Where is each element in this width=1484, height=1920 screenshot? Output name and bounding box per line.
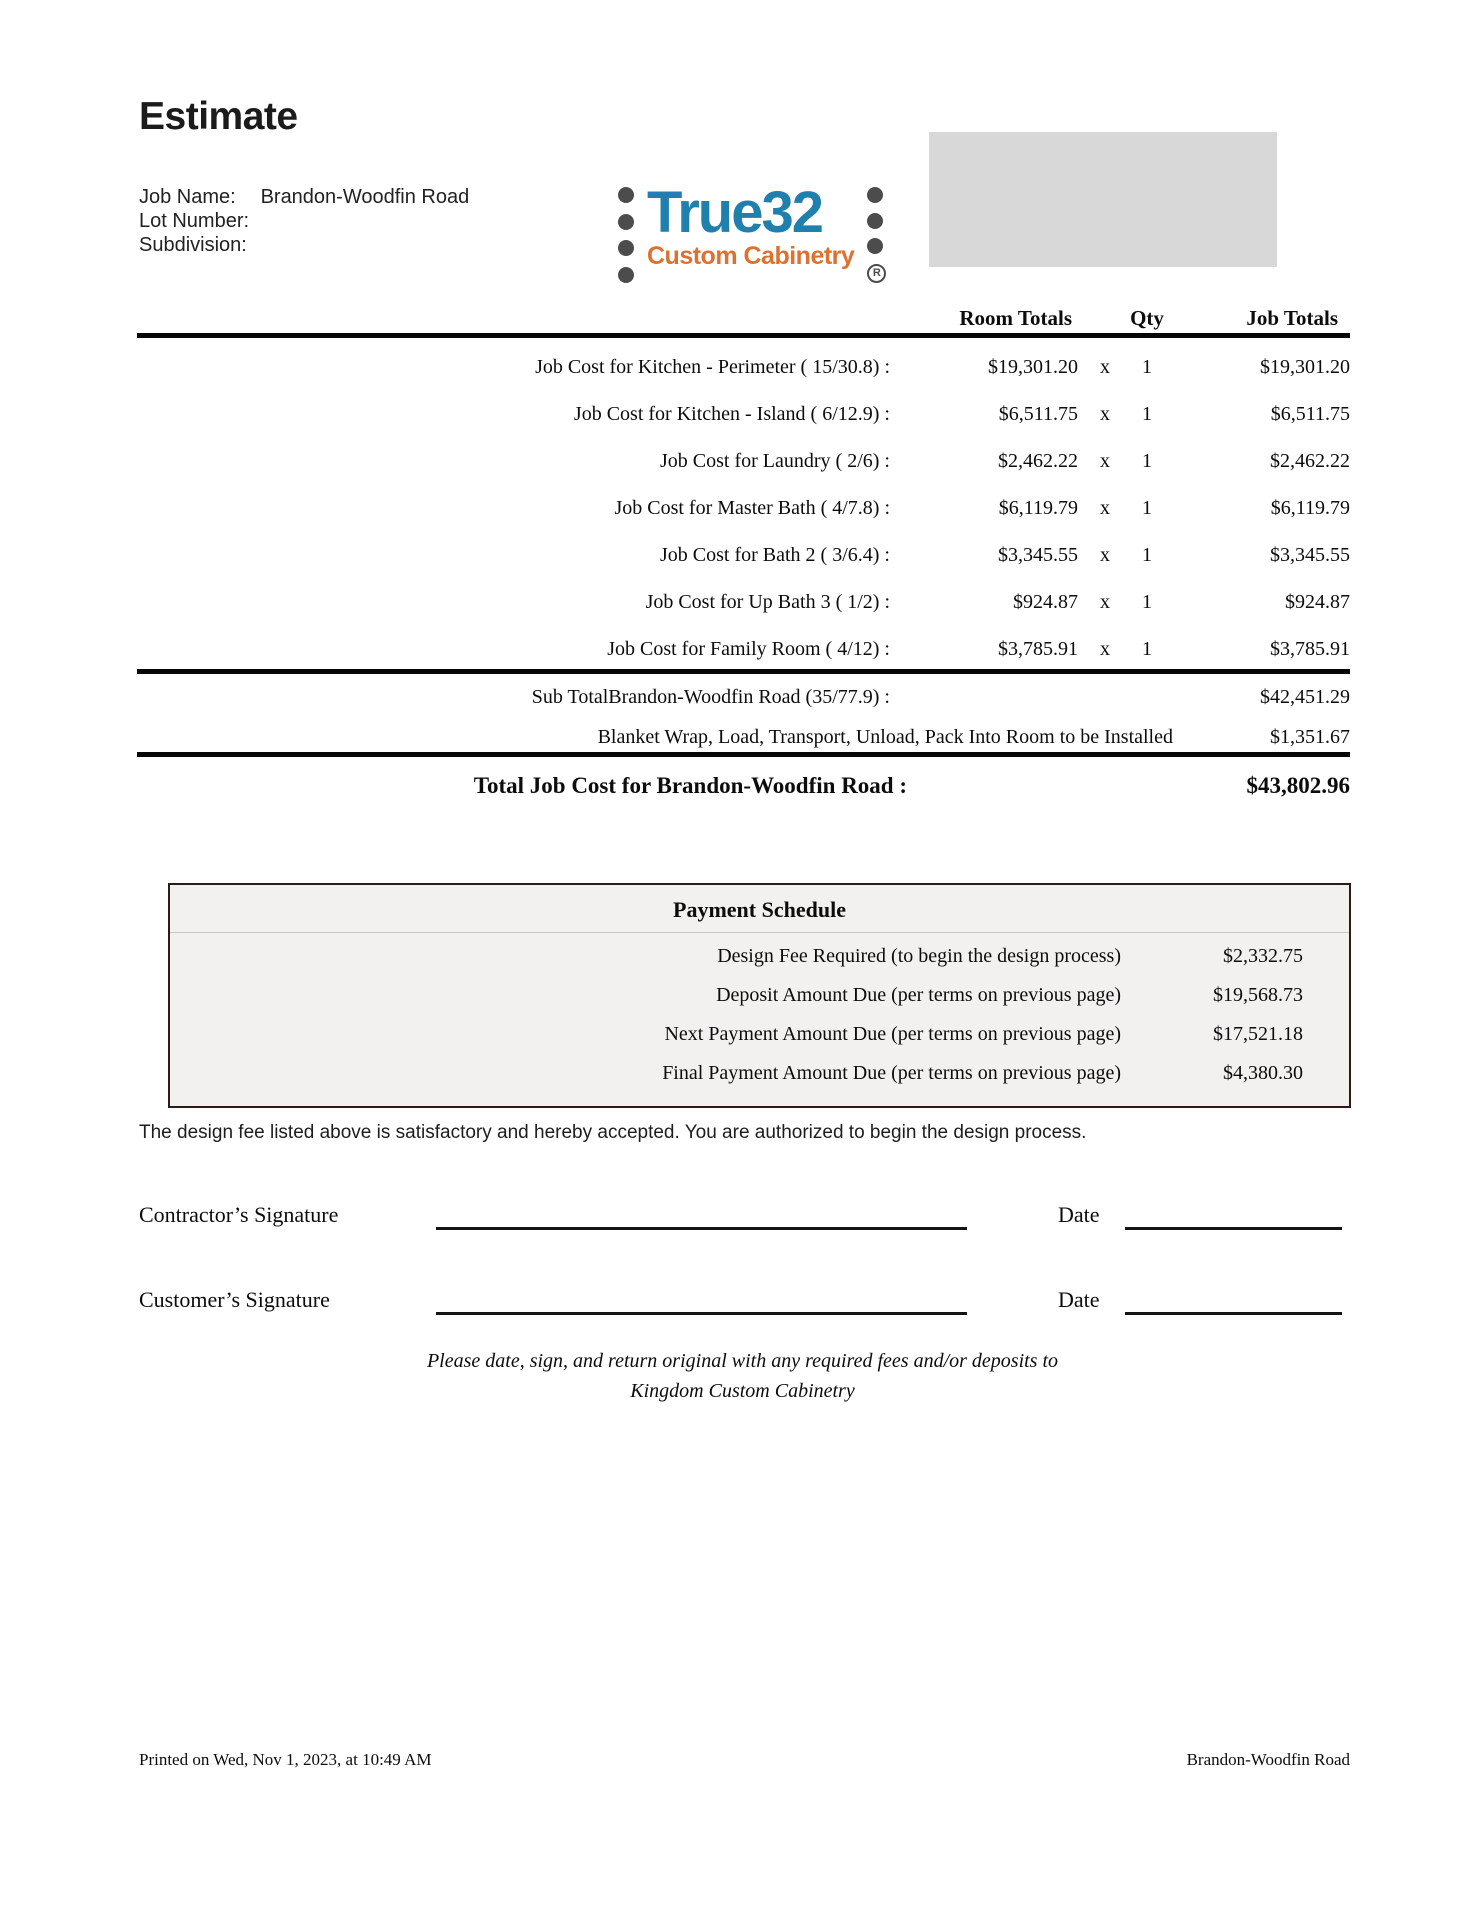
logo-right-dots <box>867 185 886 285</box>
payment-schedule-box <box>168 883 1351 1108</box>
lot-number-row <box>139 209 469 233</box>
dot-icon <box>618 240 634 256</box>
customer-date-line <box>1125 1312 1342 1315</box>
subtotal-amount: $42,451.29 <box>1260 686 1350 708</box>
row-qty: 1 <box>1142 356 1152 378</box>
dot-icon <box>867 187 883 203</box>
table-header-row <box>135 306 1350 332</box>
footer-job-name: Brandon-Woodfin Road <box>1186 1750 1350 1769</box>
grand-total-amount: $43,802.96 <box>1246 773 1350 798</box>
table-row <box>135 450 1350 476</box>
logo-left-dots <box>618 185 634 285</box>
row-room-total: $6,511.75 <box>998 403 1078 425</box>
row-label: Job Cost for Laundry ( 2/6) : <box>660 450 890 472</box>
job-name-label: Job Name: <box>139 186 236 208</box>
row-job-total: $3,785.91 <box>1270 638 1350 660</box>
dot-icon <box>618 187 634 203</box>
delivery-row <box>135 726 1350 752</box>
row-multiply: x <box>1100 591 1110 613</box>
table-row <box>135 638 1350 664</box>
row-room-total: $19,301.20 <box>988 356 1078 378</box>
row-label: Job Cost for Master Bath ( 4/7.8) : <box>614 497 890 519</box>
footer-printed-timestamp: Printed on Wed, Nov 1, 2023, at 10:49 AM <box>139 1750 432 1769</box>
header-job-totals: Job Totals <box>1246 306 1338 330</box>
contractor-date-line <box>1125 1227 1342 1230</box>
contractor-date-label: Date <box>1058 1202 1100 1227</box>
row-qty: 1 <box>1142 450 1152 472</box>
page-title: Estimate <box>139 95 298 138</box>
table-row <box>135 356 1350 382</box>
payment-amount: $4,380.30 <box>1223 1062 1303 1084</box>
row-room-total: $6,119.79 <box>998 497 1078 519</box>
subdivision-row <box>139 233 469 257</box>
table-row <box>135 403 1350 429</box>
subtotal-label: Sub TotalBrandon-Woodfin Road (35/77.9) : <box>531 686 890 708</box>
acceptance-note: The design fee listed above is satisfactory and hereby accepted. You are authorized to begin the design process. <box>139 1122 1087 1143</box>
row-qty: 1 <box>1142 497 1152 519</box>
row-room-total: $3,345.55 <box>998 544 1078 566</box>
subtotal-row <box>135 686 1350 712</box>
payment-row <box>170 1023 1349 1049</box>
row-qty: 1 <box>1142 403 1152 425</box>
row-job-total: $2,462.22 <box>1270 450 1350 472</box>
row-multiply: x <box>1100 403 1110 425</box>
table-top-rule <box>137 333 1350 338</box>
delivery-amount: $1,351.67 <box>1270 726 1350 748</box>
row-job-total: $6,511.75 <box>1270 403 1350 425</box>
return-note <box>135 1346 1350 1406</box>
row-label: Job Cost for Bath 2 ( 3/6.4) : <box>660 544 890 566</box>
row-label: Job Cost for Up Bath 3 ( 1/2) : <box>645 591 890 613</box>
payment-label: Design Fee Required (to begin the design process) <box>717 945 1121 967</box>
dot-icon <box>618 214 634 230</box>
row-multiply: x <box>1100 356 1110 378</box>
lot-number-label: Lot Number: <box>139 210 250 232</box>
logo-tagline: Custom Cabinetry <box>647 242 855 270</box>
logo-brand-name: True32 <box>647 180 822 245</box>
payment-row <box>170 1062 1349 1088</box>
table-row <box>135 591 1350 617</box>
image-placeholder <box>929 132 1277 267</box>
dot-icon <box>867 238 883 254</box>
row-label: Job Cost for Family Room ( 4/12) : <box>607 638 890 660</box>
table-row <box>135 544 1350 570</box>
payment-row <box>170 984 1349 1010</box>
header-room-totals: Room Totals <box>959 306 1072 330</box>
logo-text <box>647 180 855 285</box>
customer-date-label: Date <box>1058 1287 1100 1312</box>
row-job-total: $19,301.20 <box>1260 356 1350 378</box>
total-rule <box>137 752 1350 757</box>
row-qty: 1 <box>1142 591 1152 613</box>
row-job-total: $3,345.55 <box>1270 544 1350 566</box>
registered-trademark-icon: R <box>867 264 886 283</box>
subdivision-label: Subdivision: <box>139 234 247 256</box>
payment-label: Final Payment Amount Due (per terms on previous page) <box>662 1062 1121 1084</box>
row-multiply: x <box>1100 497 1110 519</box>
row-label: Job Cost for Kitchen - Island ( 6/12.9) : <box>573 403 890 425</box>
dot-icon <box>618 267 634 283</box>
row-qty: 1 <box>1142 638 1152 660</box>
return-note-line1: Please date, sign, and return original with any required fees and/or deposits to <box>426 1350 1059 1372</box>
header-qty: Qty <box>1130 306 1164 330</box>
payment-label: Next Payment Amount Due (per terms on previous page) <box>664 1023 1121 1045</box>
contractor-signature-label: Contractor’s Signature <box>139 1202 339 1227</box>
row-job-total: $6,119.79 <box>1270 497 1350 519</box>
row-room-total: $2,462.22 <box>998 450 1078 472</box>
true32-logo <box>618 180 886 285</box>
payment-schedule-title: Payment Schedule <box>170 885 1349 933</box>
contractor-signature-line <box>436 1227 967 1230</box>
row-multiply: x <box>1100 544 1110 566</box>
job-name-row <box>139 185 469 209</box>
payment-amount: $2,332.75 <box>1223 945 1303 967</box>
delivery-label: Blanket Wrap, Load, Transport, Unload, Pack Into Room to be Installed <box>597 726 1173 748</box>
customer-signature-label: Customer’s Signature <box>139 1287 330 1312</box>
row-room-total: $924.87 <box>1013 591 1078 613</box>
subtotal-rule <box>137 669 1350 674</box>
grand-total-label: Total Job Cost for Brandon-Woodfin Road : <box>473 773 907 798</box>
row-job-total: $924.87 <box>1285 591 1350 613</box>
row-label: Job Cost for Kitchen - Perimeter ( 15/30.8) : <box>535 356 890 378</box>
payment-row <box>170 945 1349 971</box>
job-name-value: Brandon-Woodfin Road <box>260 186 470 208</box>
dot-icon <box>867 213 883 229</box>
row-multiply: x <box>1100 450 1110 472</box>
row-qty: 1 <box>1142 544 1152 566</box>
return-note-line2: Kingdom Custom Cabinetry <box>630 1380 855 1402</box>
table-row <box>135 497 1350 523</box>
job-fields <box>139 185 469 257</box>
payment-label: Deposit Amount Due (per terms on previous page) <box>716 984 1121 1006</box>
payment-amount: $19,568.73 <box>1213 984 1303 1006</box>
customer-signature-line <box>436 1312 967 1315</box>
grand-total-row <box>135 773 1350 803</box>
row-multiply: x <box>1100 638 1110 660</box>
row-room-total: $3,785.91 <box>998 638 1078 660</box>
payment-amount: $17,521.18 <box>1213 1023 1303 1045</box>
